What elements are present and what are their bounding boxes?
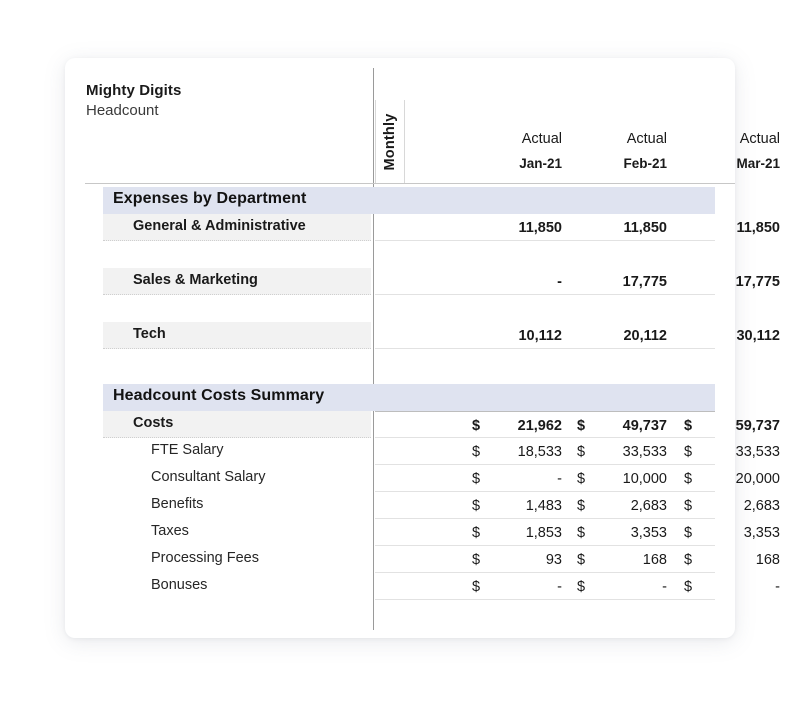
value-cell: 3,353 [630,525,667,541]
currency-symbol: $ [684,498,693,514]
column-scenario-label: Actual [626,131,667,147]
spacer-row [375,241,715,268]
value-cells [375,411,780,438]
column-period-label: Feb-21 [623,156,667,171]
value-cell: 10,000 [622,471,667,487]
value-cell: 33,533 [735,444,780,460]
value-cell: 20,000 [735,471,780,487]
column-divider-line [373,68,374,630]
value-cells [375,465,780,492]
currency-symbol: $ [472,498,481,514]
monthly-period-label: Monthly [382,113,398,170]
header-rule [85,183,735,184]
value-cell: - [775,579,780,595]
column-scenario-label: Actual [739,131,780,147]
currency-symbol: $ [684,579,693,595]
value-cell: 3,353 [743,525,780,541]
row-label: Benefits [151,496,204,512]
row-label-cell [103,546,371,573]
value-cell: 168 [642,552,667,568]
column-scenario-label: Actual [521,131,562,147]
row-label-cell [103,411,371,438]
section-title: Expenses by Department [113,190,307,207]
row-label-cell [103,492,371,519]
value-cells [375,492,780,519]
value-cell: 11,850 [623,220,667,236]
value-cell: 168 [755,552,780,568]
currency-symbol: $ [577,418,586,434]
value-cells [375,214,780,241]
company-name: Mighty Digits [86,82,182,99]
value-cell: 10,112 [518,328,562,344]
section-header [103,187,715,214]
report-card [65,58,780,638]
value-cell: - [557,471,562,487]
value-cells [375,519,780,546]
currency-symbol: $ [577,498,586,514]
row-label-cell [103,573,371,600]
spacer-row [375,349,715,376]
currency-symbol: $ [472,444,481,460]
currency-symbol: $ [684,418,693,434]
currency-symbol: $ [577,471,586,487]
row-label-cell [103,268,371,295]
row-label: Tech [133,326,166,342]
value-cell: 1,853 [525,525,562,541]
row-label-cell [103,438,371,465]
value-cell: 2,683 [630,498,667,514]
value-cell: 93 [545,552,562,568]
value-cell: 11,850 [518,220,562,236]
row-label-cell [103,214,371,241]
spacer-row [375,295,715,322]
value-cell: - [557,579,562,595]
value-cell: 30,112 [736,328,780,344]
currency-symbol: $ [472,552,481,568]
currency-symbol: $ [577,525,586,541]
currency-symbol: $ [472,418,481,434]
row-label: FTE Salary [151,442,224,458]
section-title: Headcount Costs Summary [113,387,325,404]
value-cell: 17,775 [622,274,667,290]
value-cell: 49,737 [622,418,667,434]
value-cells [375,546,780,573]
value-cell: - [662,579,667,595]
currency-symbol: $ [472,525,481,541]
currency-symbol: $ [577,444,586,460]
currency-symbol: $ [684,471,693,487]
row-label: General & Administrative [133,218,306,234]
value-cell: 59,737 [735,418,780,434]
currency-symbol: $ [577,579,586,595]
value-cell: 2,683 [743,498,780,514]
row-label-cell [103,322,371,349]
value-cell: 1,483 [525,498,562,514]
value-cell: 21,962 [517,418,562,434]
column-period-label: Mar-21 [736,156,780,171]
value-cell: - [557,274,562,290]
currency-symbol: $ [577,552,586,568]
row-label: Consultant Salary [151,469,266,485]
row-label-cell [103,465,371,492]
report-subtitle: Headcount [86,102,159,119]
value-cell: 17,775 [735,274,780,290]
value-cell: 33,533 [622,444,667,460]
value-cells [375,438,780,465]
report-titles [86,81,181,121]
value-cells [375,268,780,295]
value-cells [375,573,780,600]
value-cells [375,322,780,349]
column-period-label: Jan-21 [519,156,562,171]
row-label: Taxes [151,523,189,539]
currency-symbol: $ [684,444,693,460]
value-cell: 18,533 [517,444,562,460]
row-label: Costs [133,415,174,431]
currency-symbol: $ [684,525,693,541]
currency-symbol: $ [684,552,693,568]
value-cell: 20,112 [623,328,667,344]
row-label: Sales & Marketing [133,272,258,288]
row-label-cell [103,519,371,546]
value-cell: 11,850 [736,220,780,236]
currency-symbol: $ [472,579,481,595]
section-header [103,384,715,411]
row-label: Processing Fees [151,550,259,566]
currency-symbol: $ [472,471,481,487]
row-label: Bonuses [151,577,208,593]
column-header-3 [375,126,780,176]
